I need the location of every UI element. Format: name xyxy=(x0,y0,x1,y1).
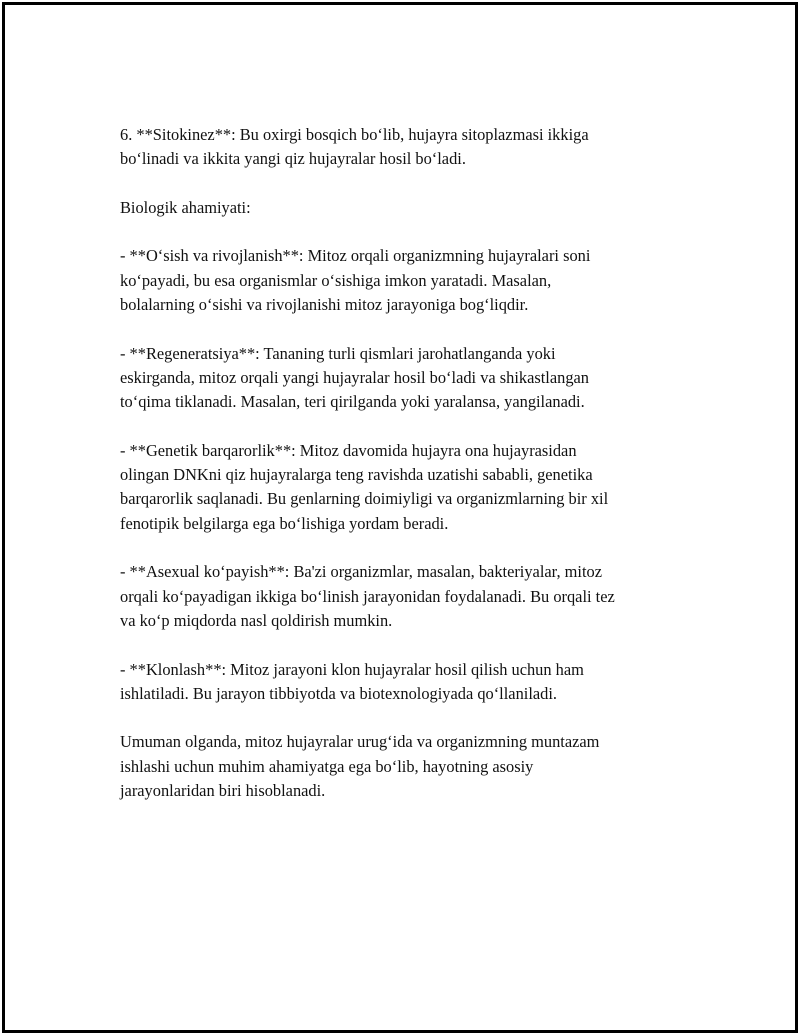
paragraph-sitokinez: 6. **Sitokinez**: Bu oxirgi bosqich bo‘lib, hujayra sitoplazmasi ikkiga bo‘linadi va ikkita yangi qiz hujayralar hosil bo‘ladi. xyxy=(120,125,589,169)
section-heading-biological-significance: Biologik ahamiyati: xyxy=(120,197,251,217)
paragraph-growth: - **O‘sish va rivojlanish**: Mitoz orqali organizmning hujayralari soni ko‘payadi, bu esa organismlar o‘sishiga imkon yaratadi. Masalan, bolalarning o‘sishi va rivojlanishi mitoz jarayoniga bog‘liqdir. xyxy=(120,246,591,315)
paragraph-regeneration: - **Regeneratsiya**: Tananing turli qismlari jarohatlanganda yoki eskirganda, mitoz orqali yangi hujayralar hosil bo‘ladi va shikastlangan to‘qima tiklanadi. Masalan, teri qirilganda yoki yaralansa, yangilanadi. xyxy=(120,343,589,412)
paragraph-asexual-reproduction: - **Asexual ko‘payish**: Ba'zi organizmlar, masalan, bakteriyalar, mitoz orqali ko‘payadigan ikkiga bo‘linish jarayonidan foydalanadi. Bu orqali tez va ko‘p miqdorda nasl qoldirish mumkin. xyxy=(120,562,615,630)
paragraph-genetic-stability: - **Genetik barqarorlik**: Mitoz davomida hujayra ona hujayrasidan olingan DNKni qiz hujayralarga teng ravishda uzatishi sababli, genetika barqarorlik saqlanadi. Bu genlarning doimiyligi va organizmlarning bir xil fenotipik belgilarga ega bo‘lishiga yordam beradi. xyxy=(120,440,609,533)
paragraph-conclusion: Umuman olganda, mitoz hujayralar urug‘ida va organizmning muntazam ishlashi uchun muhim ahamiyatga ega bo‘lib, hayotning asosiy jarayonlaridan biri hisoblanadi. xyxy=(120,732,600,801)
document-page xyxy=(2,2,798,1033)
paragraph-cloning: - **Klonlash**: Mitoz jarayoni klon hujayralar hosil qilish uchun ham ishlatiladi. Bu jarayon tibbiyotda va biotexnologiyada qo‘llaniladi. xyxy=(120,659,584,703)
document-body xyxy=(120,123,690,828)
